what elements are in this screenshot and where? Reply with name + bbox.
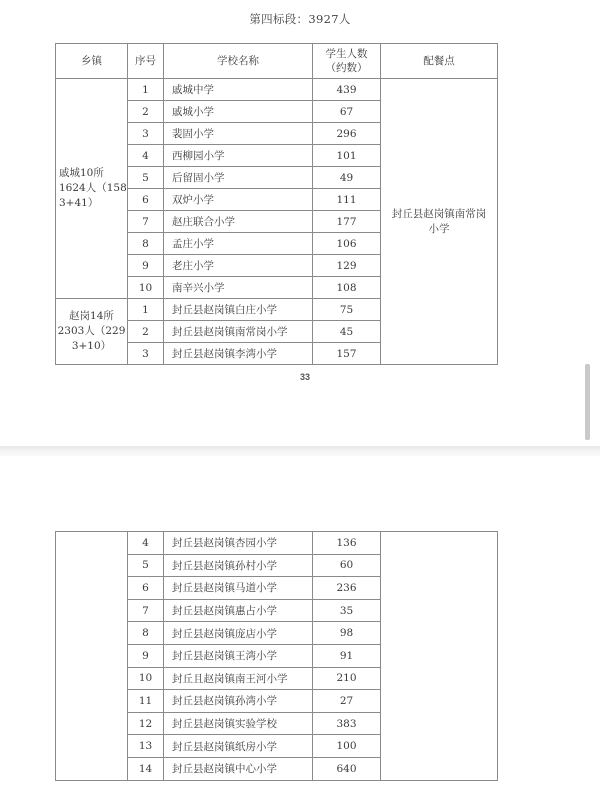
student-count: 98 bbox=[313, 622, 381, 645]
school-name: 封丘县赵岗镇南常岗小学 bbox=[164, 321, 313, 343]
student-count: 129 bbox=[313, 255, 381, 277]
page-number: 33 bbox=[299, 372, 310, 382]
school-name: 南辛兴小学 bbox=[164, 277, 313, 299]
row-index: 6 bbox=[128, 577, 164, 600]
student-count: 67 bbox=[313, 101, 381, 123]
row-index: 7 bbox=[128, 211, 164, 233]
student-count: 101 bbox=[313, 145, 381, 167]
row-index: 8 bbox=[128, 233, 164, 255]
township-line: 3+41） bbox=[59, 197, 99, 209]
row-index: 14 bbox=[128, 757, 164, 780]
student-count: 100 bbox=[313, 735, 381, 758]
school-name: 赵庄联合小学 bbox=[164, 211, 313, 233]
row-index: 9 bbox=[128, 255, 164, 277]
school-name: 封丘县赵岗镇王湾小学 bbox=[164, 644, 313, 667]
student-count: 177 bbox=[313, 211, 381, 233]
school-name: 裴固小学 bbox=[164, 123, 313, 145]
school-name: 戚城小学 bbox=[164, 101, 313, 123]
row-index: 4 bbox=[128, 532, 164, 555]
school-name: 封丘县赵岗镇白庄小学 bbox=[164, 299, 313, 321]
student-count: 136 bbox=[313, 532, 381, 555]
student-count: 106 bbox=[313, 233, 381, 255]
table-header-row bbox=[56, 44, 498, 79]
township-line: 3+10） bbox=[71, 340, 112, 352]
school-name: 戚城中学 bbox=[164, 79, 313, 101]
meal-point-line: 小学 bbox=[428, 222, 450, 235]
row-index: 4 bbox=[128, 145, 164, 167]
school-name: 封丘县赵岗镇庞店小学 bbox=[164, 622, 313, 645]
meal-point-line: 封丘县赵岗镇南常岗 bbox=[391, 207, 487, 220]
page-separator bbox=[0, 446, 600, 456]
school-name: 西柳园小学 bbox=[164, 145, 313, 167]
student-count: 640 bbox=[313, 757, 381, 780]
student-count: 75 bbox=[313, 299, 381, 321]
row-index: 10 bbox=[128, 667, 164, 690]
row-index: 12 bbox=[128, 712, 164, 735]
row-index: 10 bbox=[128, 277, 164, 299]
school-name: 封丘县赵岗镇孙村小学 bbox=[164, 554, 313, 577]
student-count: 439 bbox=[313, 79, 381, 101]
table-row bbox=[56, 79, 498, 101]
row-index: 11 bbox=[128, 690, 164, 713]
school-name: 封丘县赵岗镇纸房小学 bbox=[164, 735, 313, 758]
meal-point-cell-continued bbox=[381, 532, 498, 781]
row-index: 13 bbox=[128, 735, 164, 758]
header-meal-point: 配餐点 bbox=[381, 44, 498, 79]
row-index: 7 bbox=[128, 599, 164, 622]
meal-point-cell bbox=[381, 79, 498, 365]
school-name: 双炉小学 bbox=[164, 189, 313, 211]
student-count: 108 bbox=[313, 277, 381, 299]
student-count: 45 bbox=[313, 321, 381, 343]
school-name: 封丘县赵岗镇实验学校 bbox=[164, 712, 313, 735]
school-name: 孟庄小学 bbox=[164, 233, 313, 255]
header-school-name: 学校名称 bbox=[164, 44, 313, 79]
student-count: 35 bbox=[313, 599, 381, 622]
student-count: 296 bbox=[313, 123, 381, 145]
school-name: 封丘县赵岗镇惠占小学 bbox=[164, 599, 313, 622]
student-count: 91 bbox=[313, 644, 381, 667]
row-index: 6 bbox=[128, 189, 164, 211]
table-row bbox=[56, 532, 498, 555]
row-index: 1 bbox=[128, 299, 164, 321]
school-name: 封丘县赵岗镇孙湾小学 bbox=[164, 690, 313, 713]
school-name: 封丘县赵岗镇杏园小学 bbox=[164, 532, 313, 555]
row-index: 5 bbox=[128, 167, 164, 189]
student-count: 210 bbox=[313, 667, 381, 690]
row-index: 2 bbox=[128, 321, 164, 343]
row-index: 9 bbox=[128, 644, 164, 667]
township-cell-qicheng bbox=[56, 79, 128, 299]
school-name: 封丘县赵岗镇李湾小学 bbox=[164, 343, 313, 365]
student-count: 49 bbox=[313, 167, 381, 189]
vertical-scrollbar[interactable] bbox=[585, 364, 590, 440]
student-count: 60 bbox=[313, 554, 381, 577]
header-township: 乡镇 bbox=[56, 44, 128, 79]
school-allocation-table bbox=[55, 43, 498, 365]
row-index: 8 bbox=[128, 622, 164, 645]
township-cell-zhaogang-continued bbox=[56, 532, 128, 781]
student-count: 383 bbox=[313, 712, 381, 735]
row-index: 3 bbox=[128, 343, 164, 365]
school-name: 老庄小学 bbox=[164, 255, 313, 277]
student-count: 236 bbox=[313, 577, 381, 600]
school-name: 封丘县赵岗镇中心小学 bbox=[164, 757, 313, 780]
school-allocation-table-continued bbox=[55, 531, 498, 781]
township-line: 戚城10所 bbox=[59, 167, 104, 179]
school-name: 封丘且赵岗镇南王河小学 bbox=[164, 667, 313, 690]
row-index: 3 bbox=[128, 123, 164, 145]
student-count: 27 bbox=[313, 690, 381, 713]
township-line: 赵岗14所 bbox=[69, 310, 114, 322]
row-index: 2 bbox=[128, 101, 164, 123]
school-name: 后留固小学 bbox=[164, 167, 313, 189]
student-count: 111 bbox=[313, 189, 381, 211]
document-page-34 bbox=[0, 456, 600, 794]
student-count: 157 bbox=[313, 343, 381, 365]
section-title: 第四标段：3927人 bbox=[249, 12, 351, 26]
school-name: 封丘县赵岗镇马道小学 bbox=[164, 577, 313, 600]
header-student-count-line2: （约数） bbox=[325, 62, 368, 74]
header-student-count-line1: 学生人数 bbox=[325, 48, 368, 60]
header-student-count bbox=[313, 44, 381, 79]
township-cell-zhaogang bbox=[56, 299, 128, 365]
header-index: 序号 bbox=[128, 44, 164, 79]
township-line: 2303人（229 bbox=[57, 325, 126, 337]
row-index: 5 bbox=[128, 554, 164, 577]
township-line: 1624人（158 bbox=[59, 182, 127, 194]
row-index: 1 bbox=[128, 79, 164, 101]
